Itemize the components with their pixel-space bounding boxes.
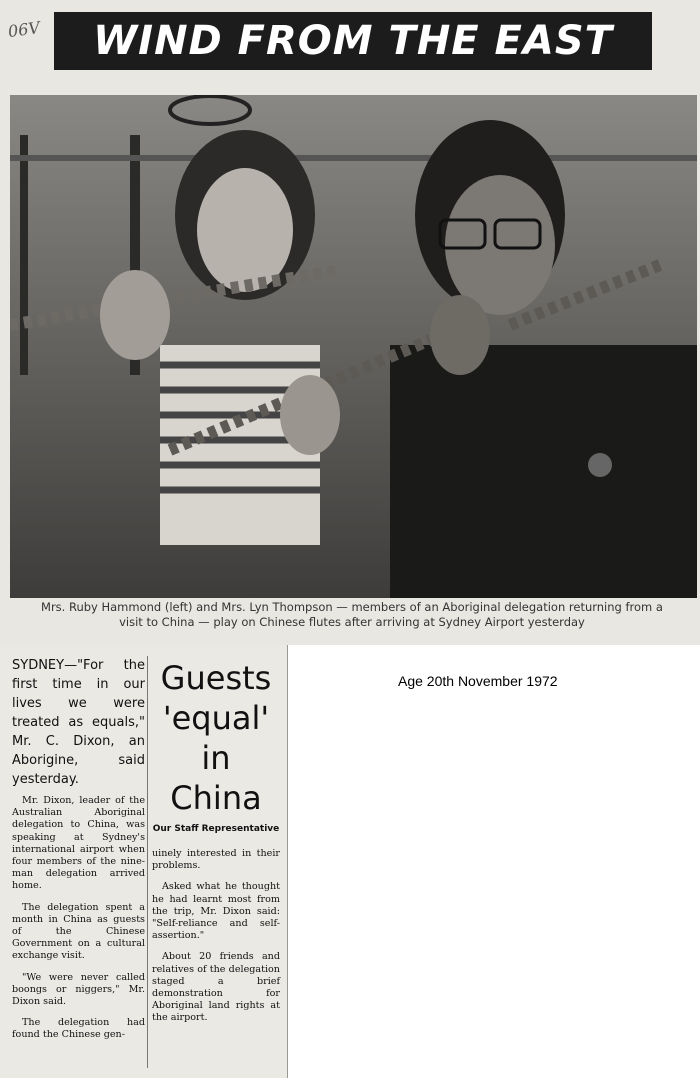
handwritten-mark: 06V: [6, 17, 42, 42]
article-paragraph: About 20 friends and relatives of the delegation staged a brief demonstration for Aboriginal land rights at the airport.: [152, 951, 280, 1024]
subhead-line: China: [170, 779, 262, 817]
article-lead: SYDNEY—"For the first time in our lives we were treated as equals," Mr. C. Dixon, an Aborigine, said yesterday.: [12, 658, 145, 787]
subhead-line: in: [201, 739, 231, 777]
article-subhead: [152, 658, 280, 818]
byline: Our Staff Representative: [152, 824, 280, 834]
caption-line-1: Mrs. Ruby Hammond (left) and Mrs. Lyn Thompson — members of an Aboriginal delegation returning from a: [41, 600, 663, 614]
news-photo: [10, 95, 697, 598]
article-column-left: [12, 656, 145, 1051]
article-paragraph: Mr. Dixon, leader of the Australian Aboriginal delegation to China, was speaking at Sydney's international airport when four members of the nine-man delegation arrived home.: [12, 795, 145, 892]
article-paragraph: The delegation spent a month in China as guests of the Chinese Government on a cultural exchange visit.: [12, 901, 145, 962]
photo-illustration: [10, 95, 697, 598]
headline: WIND FROM THE EAST: [93, 18, 613, 64]
photo-caption: [10, 600, 694, 630]
caption-line-2: visit to China — play on Chinese flutes after arriving at Sydney Airport yesterday: [119, 615, 585, 629]
subhead-line: Guests: [160, 659, 272, 697]
article-paragraph: "We were never called boongs or niggers," Mr. Dixon said.: [12, 971, 145, 1008]
column-divider: [147, 656, 148, 1068]
date-annotation: Age 20th November 1972: [398, 673, 558, 689]
article-paragraph: Asked what he thought he had learnt most from the trip, Mr. Dixon said: "Self-reliance and self-assertion.": [152, 881, 280, 942]
article-paragraph: uinely interested in their problems.: [152, 848, 280, 872]
subhead-line: 'equal': [162, 699, 270, 737]
article-column-right: [152, 656, 280, 1034]
article-paragraph: The delegation had found the Chinese gen-: [12, 1017, 145, 1041]
headline-banner: [54, 12, 652, 70]
